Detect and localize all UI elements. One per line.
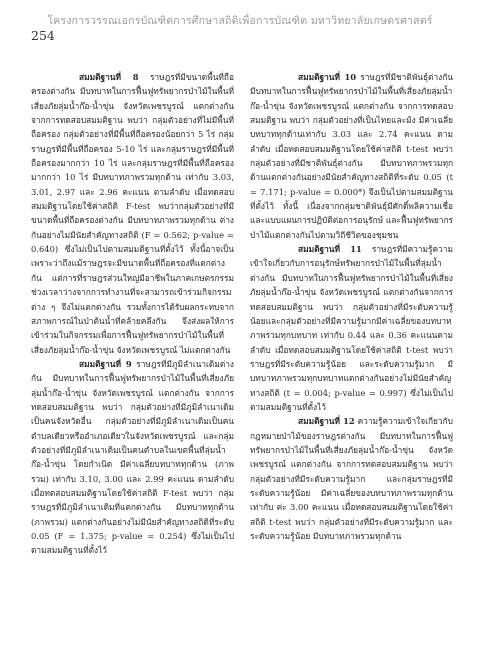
hypothesis-9-text: ราษฎรที่มีภูมิลำเนาเดิมต่างกัน มีบทบาทในการฟื้นฟูทรัพยากรป่าไม้ในพื้นที่เสี่ยงภัยลุ่มน้ำก๊อ-น้ำขุ่น จังหวัดเพชรบูรณ์ แตกต่างกัน จากการทดสอบสมมติฐาน พบว่า กลุ่มตัวอย่างที่มีภูมิลำเนาเดิมเป็นคนจังหวัดอื่น กลุ่มตัวอย่างที่มีภูมิลำเนาเดิมเป็นคนตำบลเดียวหรืออำเภอเดียวในจังหวัดเพชรบูรณ์ และกลุ่มตัวอย่างที่มีภูมิลำเนาเดิมเป็นคนตำบลในเขตพื้นที่ลุ่มน้ำก๊อ-น้ำขุ่น โดยกำเนิด มีค่าเฉลี่ยบทบาททุกด้าน (ภาพรวม) เท่ากับ 3.10, 3.00 และ 2.99 คะแนน ตามลำดับ เมื่อทดสอบสมมติฐานโดยใช้ค่าสถิติ F-test พบว่า กลุ่มราษฎรที่มีภูมิลำเนาเดิมที่แตกต่างกัน มีบทบาททุกด้าน (ภาพรวม) แตกต่างกันอย่างไม่มีนัยสำคัญทางสถิติที่ระดับ 0.05 (F = 1.375; p-value = 0.254) ซึ่งไม่เป็นไปตามสมมติฐานที่ตั้งไว้ — [31, 358, 235, 556]
right-column — [250, 70, 453, 543]
hypothesis-9-label: สมมติฐานที่ 9 — [79, 358, 132, 369]
hypothesis-12-label: สมมติฐานที่ 12 — [298, 416, 355, 427]
hypothesis-10-label: สมมติฐานที่ 10 — [298, 72, 357, 82]
hypothesis-9-paragraph — [31, 357, 234, 558]
page-number: 254 — [31, 28, 55, 43]
hypothesis-11-paragraph — [250, 242, 453, 414]
hypothesis-10-text: ราษฎรที่มีชาติพันธุ์ต่างกัน มีบทบาทในการฟื้นฟูทรัพยากรป่าไม้ในพื้นที่เสี่ยงภัยลุ่มน้ำก๊อ-น้ำขุ่น จังหวัดเพชรบูรณ์ แตกต่างกัน จากการทดสอบสมมติฐาน พบว่า กลุ่มตัวอย่างที่เป็นไทยและม้ง มีค่าเฉลี่ยบทบาททุกด้านเท่ากับ 3.03 และ 2.74 คะแนน ตามลำดับ เมื่อทดสอบสมมติฐานโดยใช้ค่าสถิติ t-test พบว่า กลุ่มตัวอย่างที่มีชาติพันธุ์ต่างกัน มีบทบาทภาพรวมทุกด้านแตกต่างกันอย่างมีนัยสำคัญทางสถิติที่ระดับ 0.05 (t = 7.171; p-value = 0.000*) จึงเป็นไปตามสมมติฐานที่ตั้งไว้ ทั้งนี้ เนื่องจากกลุ่มชาติพันธุ์มีศักดิ์พลิความเชื่อ และแบบแผนการปฏิบัติต่อการอนุรักษ์ และฟื้นฟูทรัพยากรป่าไม้แตกต่างกันไปตามวิถีชีวิตของชุมชน — [250, 72, 453, 240]
hypothesis-8-paragraph — [31, 70, 234, 357]
hypothesis-11-label: สมมติฐานที่ 11 — [298, 244, 362, 255]
running-header: โครงการวรรณเอกรบัณฑิตการศึกษาสถิติเพื่อการบัณฑิต มหาวิทยาลัยเกษตรศาสตร์ — [47, 15, 433, 27]
hypothesis-8-label: สมมติฐานที่ 8 — [79, 72, 139, 82]
hypothesis-11-text: ราษฎรที่มีความรู้ความเข้าใจเกี่ยวกับการอนุรักษ์ทรัพยากรป่าไม้ในพื้นที่ลุ่มน้ำต่างกัน มีบทบาทในการฟื้นฟูทรัพยากรป่าไม้ในพื้นที่เสี่ยงภัยลุ่มน้ำก๊อ-น้ำขุ่น จังหวัดเพชรบูรณ์ แตกต่างกันจากการทดสอบสมมติฐาน พบว่า กลุ่มตัวอย่างที่มีระดับความรู้น้อยและกลุ่มตัวอย่างที่มีความรู้มากมีค่าเฉลี่ยของบทบาทภาพรวมทุกบทบาท เท่ากับ 0.44 และ 0.36 คะแนนตามลำดับ เมื่อทดสอบสมมติฐานโดยใช้ค่าสถิติ t-test พบว่า ราษฎรที่มีระดับความรู้น้อย และระดับความรู้มาก มีบทบาทภาพรวมทุกบทบาทแตกต่างกันอย่างไม่มีนัยสำคัญทางสถิติ (t = 0.004; p-value = 0.997) ซึ่งไม่เป็นไปตามสมมติฐานที่ตั้งไว้ — [250, 244, 453, 412]
hypothesis-10-paragraph — [250, 70, 453, 242]
hypothesis-12-text: ความรู้ความเข้าใจเกี่ยวกับกฎหมายป่าไม้ของราษฎรต่างกัน มีบทบาทในการฟื้นฟูทรัพยากรป่าไม้ในพื้นที่เสี่ยงภัยลุ่มน้ำก๊อ-น้ำขุ่น จังหวัดเพชรบูรณ์ แตกต่างกัน จากการทดสอบสมมติฐาน พบว่า กลุ่มตัวอย่างที่มีระดับความรู้มาก และกลุ่มราษฎรที่มีระดับความรู้น้อย มีค่าเฉลี่ยของบทบาทภาพรวมทุกด้าน เท่ากับ ค่ะ 3.00 คะแนน เมื่อทดสอบสมมติฐานโดยใช้ค่าสถิติ t-test พบว่า กลุ่มตัวอย่างที่มีระดับความรู้มาก และระดับความรู้น้อย มีบทบาทภาพรวมทุกด้าน — [250, 416, 453, 541]
hypothesis-8-text: ราษฎรที่มีขนาดพื้นที่ถือครองต่างกัน มีบทบาทในการฟื้นฟูทรัพยากรป่าไม้ในพื้นที่เสี่ยงภัยลุ่มน้ำก๊อ-น้ำขุ่น จังหวัดเพชรบูรณ์ แตกต่างกัน จากการทดสอบสมมติฐาน พบว่า กลุ่มตัวอย่างที่ไม่มีพื้นที่ถือครอง กลุ่มตัวอย่างที่มีพื้นที่ถือครองน้อยกว่า 5 ไร่ กลุ่มราษฎรที่มีพื้นที่ถือครอง 5-10 ไร่ และกลุ่มราษฎรที่มีพื้นที่ถือครองมากกว่า 10 ไร่ และกลุ่มราษฎรที่มีพื้นที่ถือครองมากกว่า 10 ไร่ มีบทบาทภาพรวมทุกด้าน เท่ากับ 3.03, 3.01, 2.97 และ 2.96 คะแนน ตามลำดับ เมื่อทดสอบสมมติฐานโดยใช้ค่าสถิติ F-test พบว่ากลุ่มตัวอย่างที่มีขนาดพื้นที่ถือครองต่างกัน มีบทบาทภาพรวมทุกด้าน ต่างกันอย่างไม่มีนัยสำคัญทางสถิติ (F = 0.562; p-value = 0.640) ซึ่งไม่เป็นไปตามสมมติฐานที่ตั้งไว้ ทั้งนี้อาจเป็นเพราะว่าถึงแม้ราษฎรจะมีขนาดพื้นที่ถือครองที่แตกต่างกัน แต่การที่ราษฎรส่วนใหญ่มีอาชีพในภาคเกษตรกรรม ช่วงเวลาว่างจากการทำงานที่จะสามารถเข้าร่วมกิจกรรมต่าง ๆ จึงไม่แตกต่างกัน รวมทั้งการได้รับผลกระทบจากสภาพการณ์ในป่าต้นน้ำที่คล้ายคลึงกัน จึงส่งผลให้การเข้าร่วมในกิจกรรมเพื่อการฟื้นฟูทรัพยากรป่าไม้ในพื้นที่เสี่ยงภัยลุ่มน้ำก๊อ-น้ำขุ่น จังหวัดเพชรบูรณ์ ไม่แตกต่างกัน — [31, 72, 234, 355]
hypothesis-12-paragraph — [250, 414, 453, 543]
left-column — [31, 70, 234, 558]
